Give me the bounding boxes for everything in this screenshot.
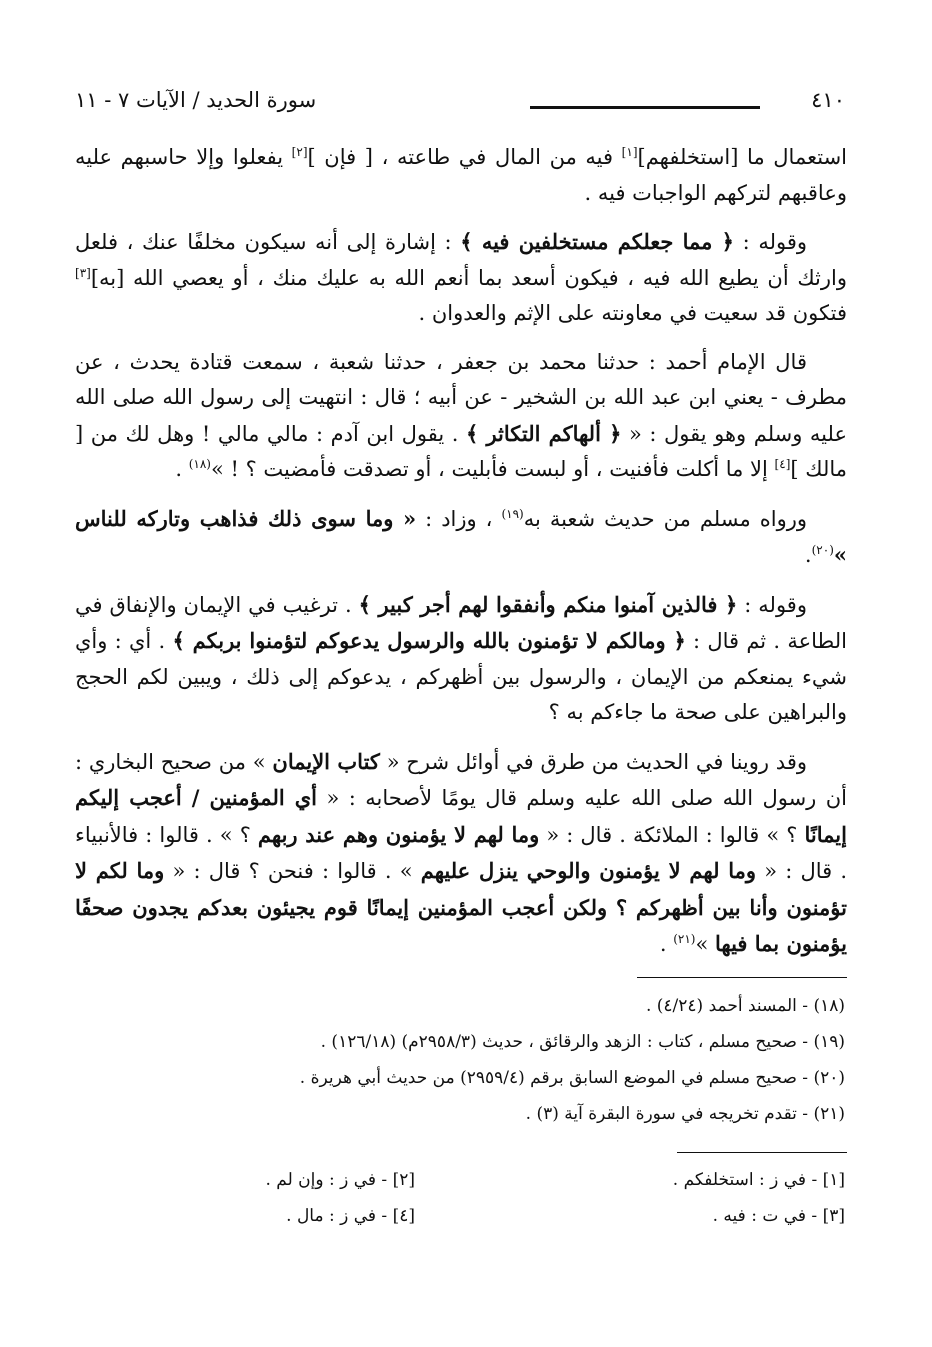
paragraph-6 <box>75 744 847 963</box>
text-run: قال الإمام أحمد : حدثنا محمد بن جعفر ، حدثنا شعبة ، سمعت قتادة يحدث ، عن مطرف - يعني ابن عبد الله بن الشخير - عن أبيه ؛ قال : انتهيت إلى رسول الله صلى الله عليه وسلم وهو يقول : « <box>75 349 848 446</box>
reference-marker: (٢٠) <box>811 543 834 557</box>
text-run: ؟ » قالوا : الملائكة . قال : « <box>539 822 805 847</box>
quoted-text: ﴿ ألهاكم التكاثر ﴾ <box>465 420 622 446</box>
text-run: . يقول ابن آدم : مالي مالي ! وهل لك من [ مالك ] <box>75 421 847 481</box>
reference-marker: [٢] <box>291 145 308 159</box>
text-run: استعمال ما [استخلفهم] <box>637 145 847 169</box>
footnote-19: (١٩) - صحيح مسلم ، كتاب : الزهد والرقائق ، حديث (٢٩٥٨/٣م) (١٢٦/١٨) . <box>320 1032 845 1052</box>
quoted-text: ﴿ ومالكم لا تؤمنون بالله والرسول يدعوكم لتؤمنوا بربكم ﴾ <box>172 628 686 653</box>
reference-marker: [٤] <box>774 457 791 471</box>
reference-marker: (١٨) <box>188 457 211 471</box>
paragraph-3 <box>75 345 847 488</box>
variant-note-2: [٢] - في ز : وإن لم . <box>265 1170 415 1190</box>
quoted-text: أي المؤمنين / أعجب إليكم إيمانًا <box>75 785 847 847</box>
variant-note-1: [١] - في ز : استخلفكم . <box>672 1170 845 1190</box>
page-number: ٤١٠ <box>811 88 845 112</box>
reference-marker: [٣] <box>75 265 91 280</box>
text-run: . ترغيب في الإيمان والإنفاق في الطاعة . ثم قال : <box>75 592 847 653</box>
variants-right-column <box>673 1162 845 1234</box>
quoted-text: كتاب الإيمان <box>272 748 380 774</box>
variant-note-4: [٤] - في ز : مال . <box>286 1206 415 1226</box>
variants-left-column <box>265 1162 415 1234</box>
text-run: ، وزاد : <box>416 506 502 531</box>
quoted-text: وما لهم لا يؤمنون وهم عند ربهم <box>257 821 540 847</box>
variants-separator <box>677 1152 847 1153</box>
reference-marker: (١٩) <box>501 506 524 521</box>
text-run: يفعلوا وإلا حاسبهم عليه وعاقبهم لتركهم الواجبات فيه . <box>75 145 847 205</box>
text-run: وقوله : <box>734 230 808 254</box>
footnotes <box>75 988 845 1132</box>
paragraph-5 <box>75 587 847 731</box>
reference-marker: [١] <box>621 145 638 159</box>
text-run: . أي : وأي شيء يمنعكم من الإيمان ، والرسول بين أظهركم ، يدعوكم إلى ذلك ، ويبين لكم الحجج والبراهين على صحة ما جاءكم به ؟ <box>75 629 847 724</box>
paragraph-2 <box>75 224 847 332</box>
paragraph-1 <box>75 140 847 211</box>
footnote-18: (١٨) - المسند أحمد (٤/٢٤) . <box>645 996 845 1016</box>
text-run: » . قالوا : فنحن ؟ قال : « <box>164 859 421 883</box>
text-run: . <box>175 457 189 481</box>
variant-note-3: [٣] - في ت : فيه . <box>712 1206 845 1226</box>
main-text <box>75 140 847 976</box>
footnote-separator <box>637 977 847 978</box>
text-run: إلا ما أكلت فأفنيت ، أو لبست فأبليت ، أو تصدقت فأمضيت ؟ ! » <box>210 457 775 481</box>
header-rule <box>530 106 760 109</box>
footnote-20: (٢٠) - صحيح مسلم في الموضع السابق برقم (٢٩٥٩/٤) من حديث أبي هريرة . <box>299 1068 845 1088</box>
quoted-text: وما لهم لا يؤمنون والوحي ينزل عليهم <box>420 858 757 883</box>
running-header <box>75 82 845 122</box>
text-run: . <box>804 543 812 567</box>
footnote-21: (٢١) - تقدم تخريجه في سورة البقرة آية (٣) . <box>525 1104 845 1124</box>
text-run: : إشارة إلى أنه سيكون مخلفًا عنك ، فلعل وارثك أن يطيع الله فيه ، فيكون أسعد بما أنعم الله به عليك منك ، أو يعصي الله [به] <box>75 230 847 290</box>
surah-title: سورة الحديد / الآيات ٧ - ١١ <box>75 88 317 112</box>
text-run: » <box>695 932 715 956</box>
text-run: فتكون قد سعيت في معاونته على الإثم والعدوان . <box>418 301 847 325</box>
text-run: ؟ » . قالوا : فالأنبياء . قال : « <box>75 822 847 883</box>
text-run: » من صحيح البخاري : أن رسول الله صلى الله عليه وسلم قال يومًا لأصحابه : « <box>75 749 847 810</box>
quoted-text: وما لكم لا تؤمنون وأنا بين أظهركم ؟ ولكن أعجب المؤمنين إيمانًا قوم يجيئون بعدكم يجدون صحفًا يؤمنون بما فيها <box>75 858 847 956</box>
text-run: فيه من المال في طاعته ، [ فإن ] <box>307 145 622 169</box>
reference-marker: (٢١) <box>673 932 696 946</box>
quoted-text: ﴿ مما جعلكم مستخلفين فيه ﴾ <box>460 229 734 254</box>
quoted-text: ﴿ فالذين آمنوا منكم وأنفقوا لهم أجر كبير ﴾ <box>358 591 738 617</box>
text-run: . <box>659 932 674 956</box>
text-run: ورواه مسلم من حديث شعبة به <box>523 506 808 531</box>
text-run: وقوله : <box>737 592 807 617</box>
quoted-text: « وما سوى ذلك فذاهب وتاركه للناس » <box>75 505 847 567</box>
paragraph-4 <box>75 501 847 574</box>
text-run: وقد روينا في الحديث من طرق في أوائل شرح « <box>379 749 808 774</box>
